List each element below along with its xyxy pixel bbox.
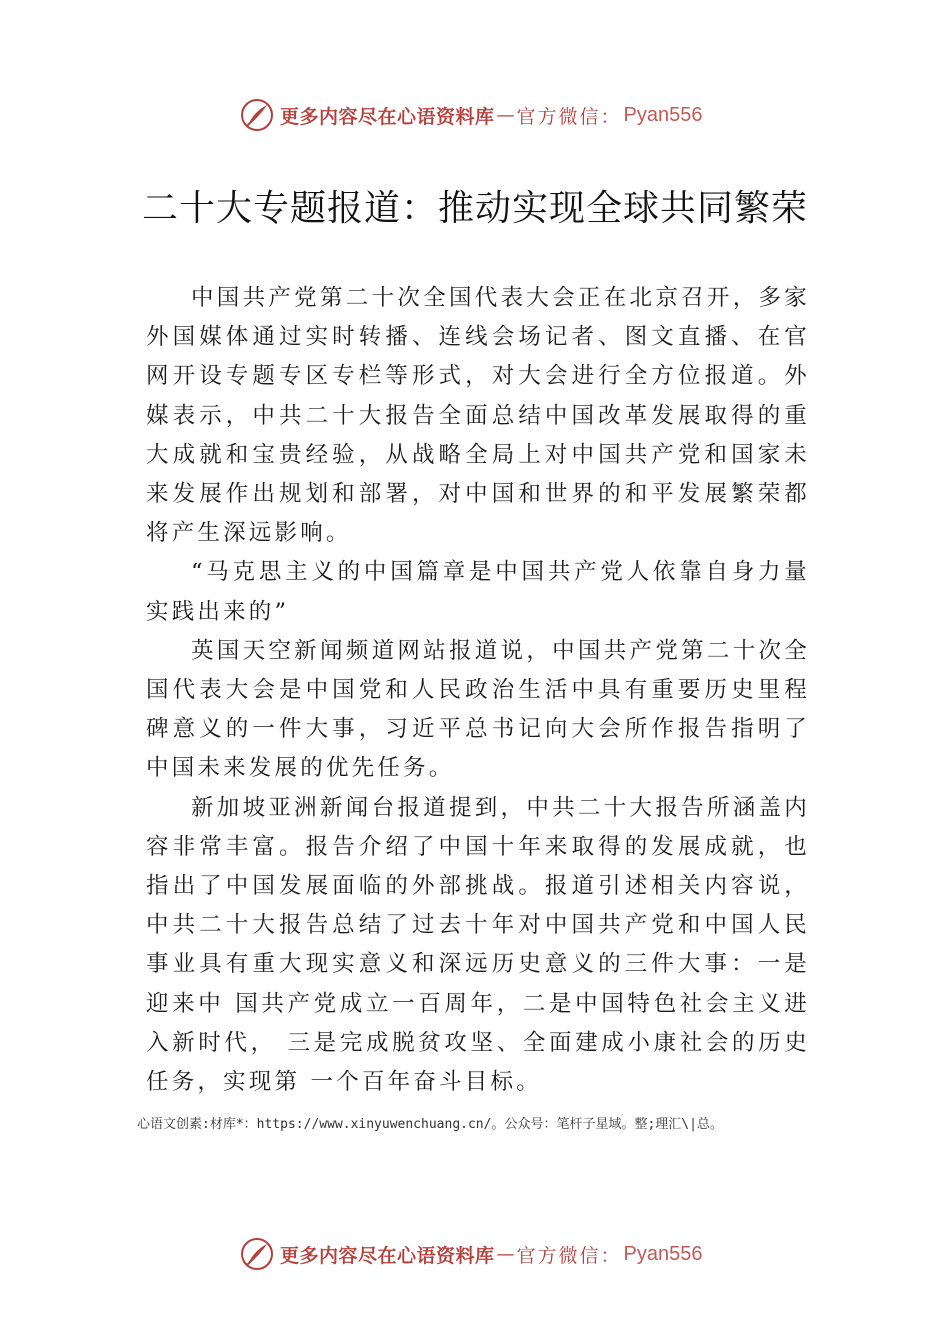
- watermark-header: [240, 95, 760, 135]
- document-body: [146, 279, 810, 1102]
- watermark-dash: —: [496, 1243, 515, 1265]
- paragraph: 英国天空新闻频道网站报道说，中国共产党第二十次全国代表大会是中国党和人民政治生活中具有重要历史里程碑意义的一件大事，习近平总书记向大会所作报告指明了中国未来发展的优先任务。: [146, 637, 810, 782]
- watermark-label: 官方微信：: [516, 1244, 622, 1267]
- watermark-footer: [240, 1234, 760, 1274]
- paragraph-quote-heading: “马克思主义的中国篇章是中国共产党人依靠自身力量实践出来的”: [146, 559, 810, 625]
- watermark-wechat-id: Pyan556: [623, 1242, 703, 1265]
- quill-pen-logo-icon: [240, 1237, 274, 1271]
- watermark-wechat-id: Pyan556: [623, 103, 703, 126]
- paragraph: 中国共产党第二十次全国代表大会正在北京召开，多家外国媒体通过实时转播、连线会场记者、图文直播、在官网开设专题专区专栏等形式，对大会进行全方位报道。外媒表示，中共二十大报告全面总结中国改革发展取得的重大成就和宝贵经验，从战略全局上对中国共产党和国家未来发展作出规划和部署，对中国和世界的和平发展繁荣都将产生深远影响。: [146, 285, 810, 547]
- watermark-label: 官方微信：: [516, 105, 622, 128]
- watermark-brand: 更多内容尽在心语资料库: [280, 105, 495, 128]
- watermark-dash: —: [496, 104, 515, 126]
- quill-pen-logo-icon: [240, 98, 274, 132]
- source-footnote: 心语文创素:材库*：https://www.xinyuwenchuang.cn/。公众号：笔杆子星域。整;理汇\|总。: [137, 1117, 723, 1132]
- watermark-brand: 更多内容尽在心语资料库: [280, 1244, 495, 1267]
- paragraph: 新加坡亚洲新闻台报道提到，中共二十大报告所涵盖内容非常丰富。报告介绍了中国十年来取得的发展成就，也指出了中国发展面临的外部挑战。报道引述相关内容说，中共二十大报告总结了过去十年对中国共产党和中国人民事业具有重大现实意义和深远历史意义的三件大事：一是迎来中 国共产党成立一百周年，二是中国特色社会主义进入新时代， 三是完成脱贫攻坚、全面建成小康社会的历史任务，实现第 一个百年奋斗目标。: [146, 794, 810, 1096]
- document-title: 二十大专题报道：推动实现全球共同繁荣: [141, 188, 808, 229]
